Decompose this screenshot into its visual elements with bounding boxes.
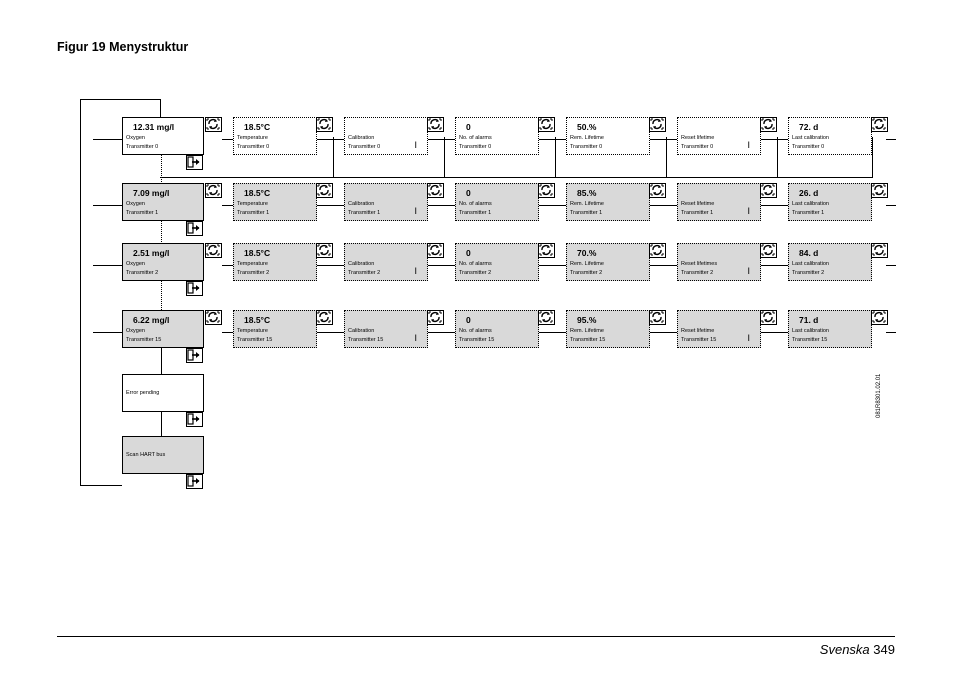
cell-value: 70.% — [577, 248, 597, 258]
entry-line — [93, 265, 122, 266]
menu-cell[interactable] — [455, 183, 539, 221]
cell-label: Rem. Lifetime — [570, 328, 604, 334]
cell-transmitter: Transmitter 0 — [681, 144, 714, 150]
main-transmitter: Transmitter 2 — [126, 270, 159, 276]
rotate-arrows-icon — [206, 184, 220, 196]
page-footer — [820, 642, 895, 657]
navigate-icon[interactable] — [427, 183, 444, 198]
enter-icon[interactable] — [186, 155, 203, 170]
cell-label: Calibration — [348, 135, 375, 141]
cell-label: Calibration — [348, 261, 375, 267]
navigate-icon[interactable] — [760, 117, 777, 132]
menu-cell[interactable] — [344, 243, 428, 281]
main-label: Oxygen — [126, 328, 145, 334]
rotate-arrows-icon — [317, 311, 331, 323]
page-number: 349 — [873, 642, 895, 657]
navigate-icon[interactable] — [871, 117, 888, 132]
cell-transmitter: Transmitter 0 — [792, 144, 825, 150]
rotate-arrows-icon — [206, 118, 220, 130]
enter-arrow-icon — [187, 282, 201, 294]
menu-cell[interactable] — [677, 183, 761, 221]
cell-transmitter: Transmitter 2 — [570, 270, 603, 276]
cell-value: 18.5°C — [244, 188, 271, 198]
cell-transmitter: Transmitter 0 — [348, 144, 381, 150]
menu-cell[interactable] — [344, 183, 428, 221]
menu-cell[interactable] — [233, 117, 317, 155]
main-value: 12.31 mg/l — [133, 122, 175, 132]
cell-transmitter: Transmitter 1 — [237, 210, 270, 216]
cell-label: Rem. Lifetime — [570, 135, 604, 141]
cell-transmitter: Transmitter 15 — [459, 337, 495, 343]
enter-arrow-icon — [187, 156, 201, 168]
cell-transmitter: Transmitter 1 — [792, 210, 825, 216]
cell-label: Temperature — [237, 135, 268, 141]
rotate-arrows-icon — [761, 311, 775, 323]
cell-label: Rem. Lifetime — [570, 201, 604, 207]
rotate-arrows-icon — [761, 244, 775, 256]
navigate-icon[interactable] — [205, 117, 222, 132]
error-pending-box[interactable] — [122, 374, 204, 412]
navigate-icon[interactable] — [538, 310, 555, 325]
cell-value: 0 — [466, 188, 471, 198]
cell-label: No. of alarms — [459, 201, 492, 207]
menu-cell[interactable] — [788, 183, 872, 221]
exit-line — [886, 205, 896, 206]
cell-transmitter: Transmitter 2 — [237, 270, 270, 276]
rotate-arrows-icon — [317, 118, 331, 130]
cell-label: Temperature — [237, 261, 268, 267]
row0-drop — [444, 137, 445, 177]
rotate-arrows-icon — [539, 244, 553, 256]
main-label: Oxygen — [126, 201, 145, 207]
rotate-arrows-icon — [872, 184, 886, 196]
navigate-icon[interactable] — [538, 117, 555, 132]
row-connector — [222, 265, 870, 266]
side-code: 081R8301.02.01 — [876, 373, 882, 418]
rotate-arrows-icon — [206, 244, 220, 256]
cell-label: Reset lifetimes — [681, 261, 718, 267]
exit-line — [886, 265, 896, 266]
menu-cell[interactable] — [566, 310, 650, 348]
text-cursor-icon: I — [414, 266, 417, 276]
main-transmitter: Transmitter 15 — [126, 337, 162, 343]
menu-cell[interactable] — [566, 243, 650, 281]
cell-transmitter: Transmitter 15 — [237, 337, 273, 343]
footer-rule — [57, 636, 895, 637]
cell-transmitter: Transmitter 15 — [348, 337, 384, 343]
entry-line — [93, 139, 122, 140]
navigate-icon[interactable] — [316, 117, 333, 132]
text-cursor-icon: I — [414, 140, 417, 150]
text-cursor-icon: I — [747, 333, 750, 343]
main-value: 2.51 mg/l — [133, 248, 170, 258]
cell-label: Temperature — [237, 201, 268, 207]
cell-transmitter: Transmitter 1 — [681, 210, 714, 216]
cell-label: Last calibration — [792, 201, 829, 207]
cell-value: 71. d — [799, 315, 819, 325]
cell-label: Temperature — [237, 328, 268, 334]
main-value: 6.22 mg/l — [133, 315, 170, 325]
text-cursor-icon: I — [747, 206, 750, 216]
rotate-arrows-icon — [428, 118, 442, 130]
rotate-arrows-icon — [761, 118, 775, 130]
main-transmitter: Transmitter 1 — [126, 210, 159, 216]
extra-label: Scan HART bus — [126, 452, 166, 458]
rotate-arrows-icon — [872, 311, 886, 323]
exit-line — [886, 139, 896, 140]
enter-icon[interactable] — [186, 474, 203, 489]
text-cursor-icon: I — [747, 140, 750, 150]
loop-line-bottom — [80, 485, 122, 486]
navigate-icon[interactable] — [205, 310, 222, 325]
menu-cell[interactable] — [566, 183, 650, 221]
menu-cell[interactable] — [455, 243, 539, 281]
entry-line — [93, 205, 122, 206]
loop-line-top — [80, 99, 160, 100]
cell-transmitter: Transmitter 1 — [570, 210, 603, 216]
text-cursor-icon: I — [414, 206, 417, 216]
enter-arrow-icon — [187, 475, 201, 487]
rotate-arrows-icon — [650, 244, 664, 256]
row0-drop — [333, 137, 334, 177]
enter-arrow-icon — [187, 413, 201, 425]
navigate-icon[interactable] — [760, 243, 777, 258]
cell-value: 26. d — [799, 188, 819, 198]
cell-label: Calibration — [348, 328, 375, 334]
rotate-arrows-icon — [650, 311, 664, 323]
extra-label: Error pending — [126, 390, 160, 396]
cell-label: Last calibration — [792, 261, 829, 267]
entry-line — [93, 332, 122, 333]
cell-transmitter: Transmitter 0 — [570, 144, 603, 150]
menu-cell[interactable] — [788, 243, 872, 281]
menu-cell[interactable] — [455, 310, 539, 348]
rotate-arrows-icon — [872, 244, 886, 256]
cell-value: 72. d — [799, 122, 819, 132]
menu-cell[interactable] — [677, 310, 761, 348]
menu-cell[interactable] — [233, 310, 317, 348]
rotate-arrows-icon — [539, 118, 553, 130]
main-transmitter: Transmitter 0 — [126, 144, 159, 150]
rotate-arrows-icon — [761, 184, 775, 196]
rotate-arrows-icon — [428, 184, 442, 196]
navigate-icon[interactable] — [205, 243, 222, 258]
row0-return-right — [872, 137, 873, 178]
menu-cell[interactable] — [788, 310, 872, 348]
enter-arrow-icon — [187, 349, 201, 361]
menu-cell[interactable] — [344, 310, 428, 348]
menu-cell[interactable] — [566, 117, 650, 155]
navigate-icon[interactable] — [871, 183, 888, 198]
cell-value: 84. d — [799, 248, 819, 258]
exit-line — [886, 332, 896, 333]
rotate-arrows-icon — [539, 184, 553, 196]
navigate-icon[interactable] — [871, 310, 888, 325]
menu-cell[interactable] — [677, 117, 761, 155]
cell-value: 95.% — [577, 315, 597, 325]
menu-cell[interactable] — [788, 117, 872, 155]
cell-transmitter: Transmitter 1 — [459, 210, 492, 216]
navigate-icon[interactable] — [760, 310, 777, 325]
menu-cell[interactable] — [233, 243, 317, 281]
rotate-arrows-icon — [428, 244, 442, 256]
navigate-icon[interactable] — [649, 310, 666, 325]
main-label: Oxygen — [126, 135, 145, 141]
cell-value: 85.% — [577, 188, 597, 198]
row-connector — [222, 332, 870, 333]
navigate-icon[interactable] — [316, 310, 333, 325]
row0-return-line — [160, 177, 873, 178]
rotate-arrows-icon — [872, 118, 886, 130]
row0-drop — [666, 137, 667, 177]
cell-label: No. of alarms — [459, 261, 492, 267]
enter-icon[interactable] — [186, 348, 203, 363]
main-value-box[interactable] — [122, 310, 204, 348]
cell-value: 18.5°C — [244, 315, 271, 325]
main-value-box[interactable] — [122, 183, 204, 221]
rotate-arrows-icon — [317, 184, 331, 196]
rotate-arrows-icon — [650, 118, 664, 130]
cell-label: Rem. Lifetime — [570, 261, 604, 267]
cell-value: 18.5°C — [244, 122, 271, 132]
navigate-icon[interactable] — [427, 117, 444, 132]
text-cursor-icon: I — [414, 333, 417, 343]
menu-cell[interactable] — [344, 117, 428, 155]
navigate-icon[interactable] — [316, 183, 333, 198]
scan-hart-bus-box[interactable] — [122, 436, 204, 474]
main-label: Oxygen — [126, 261, 145, 267]
cell-label: No. of alarms — [459, 135, 492, 141]
navigate-icon[interactable] — [205, 183, 222, 198]
menu-cell[interactable] — [677, 243, 761, 281]
navigate-icon[interactable] — [427, 243, 444, 258]
footer-language: Svenska — [819, 642, 870, 657]
cell-value: 18.5°C — [244, 248, 271, 258]
cell-value: 0 — [466, 248, 471, 258]
cell-transmitter: Transmitter 15 — [792, 337, 828, 343]
navigate-icon[interactable] — [649, 243, 666, 258]
cell-label: Reset lifetime — [681, 201, 715, 207]
navigate-icon[interactable] — [427, 310, 444, 325]
cell-transmitter: Transmitter 1 — [348, 210, 381, 216]
cell-label: Last calibration — [792, 135, 829, 141]
enter-icon[interactable] — [186, 412, 203, 427]
cell-transmitter: Transmitter 15 — [570, 337, 606, 343]
navigate-icon[interactable] — [538, 183, 555, 198]
cell-label: No. of alarms — [459, 328, 492, 334]
text-cursor-icon: I — [747, 266, 750, 276]
row0-drop — [555, 137, 556, 177]
cell-transmitter: Transmitter 0 — [237, 144, 270, 150]
main-value-box[interactable] — [122, 243, 204, 281]
cell-transmitter: Transmitter 2 — [792, 270, 825, 276]
enter-arrow-icon — [187, 222, 201, 234]
rotate-arrows-icon — [428, 311, 442, 323]
navigate-icon[interactable] — [649, 117, 666, 132]
main-chain-dotted — [161, 155, 162, 310]
navigate-icon[interactable] — [649, 183, 666, 198]
rotate-arrows-icon — [206, 311, 220, 323]
figure-title: Figur 19 Menystruktur — [57, 40, 189, 54]
loop-line-into-first — [160, 99, 161, 117]
rotate-arrows-icon — [539, 311, 553, 323]
navigate-icon[interactable] — [538, 243, 555, 258]
cell-transmitter: Transmitter 2 — [459, 270, 492, 276]
cell-label: Calibration — [348, 201, 375, 207]
cell-label: Reset lifetime — [681, 328, 715, 334]
cell-value: 0 — [466, 122, 471, 132]
cell-transmitter: Transmitter 2 — [681, 270, 714, 276]
menu-cell[interactable] — [233, 183, 317, 221]
navigate-icon[interactable] — [760, 183, 777, 198]
row0-drop — [777, 137, 778, 177]
navigate-icon[interactable] — [316, 243, 333, 258]
cell-transmitter: Transmitter 2 — [348, 270, 381, 276]
cell-transmitter: Transmitter 15 — [681, 337, 717, 343]
cell-value: 0 — [466, 315, 471, 325]
row-connector — [222, 205, 870, 206]
navigate-icon[interactable] — [871, 243, 888, 258]
enter-icon[interactable] — [186, 281, 203, 296]
row-connector — [222, 139, 870, 140]
main-value: 7.09 mg/l — [133, 188, 170, 198]
cell-label: Last calibration — [792, 328, 829, 334]
rotate-arrows-icon — [317, 244, 331, 256]
loop-line-left — [80, 99, 81, 485]
menu-cell[interactable] — [455, 117, 539, 155]
cell-transmitter: Transmitter 0 — [459, 144, 492, 150]
rotate-arrows-icon — [650, 184, 664, 196]
cell-label: Reset lifetime — [681, 135, 715, 141]
main-value-box[interactable] — [122, 117, 204, 155]
enter-icon[interactable] — [186, 221, 203, 236]
cell-value: 50.% — [577, 122, 597, 132]
